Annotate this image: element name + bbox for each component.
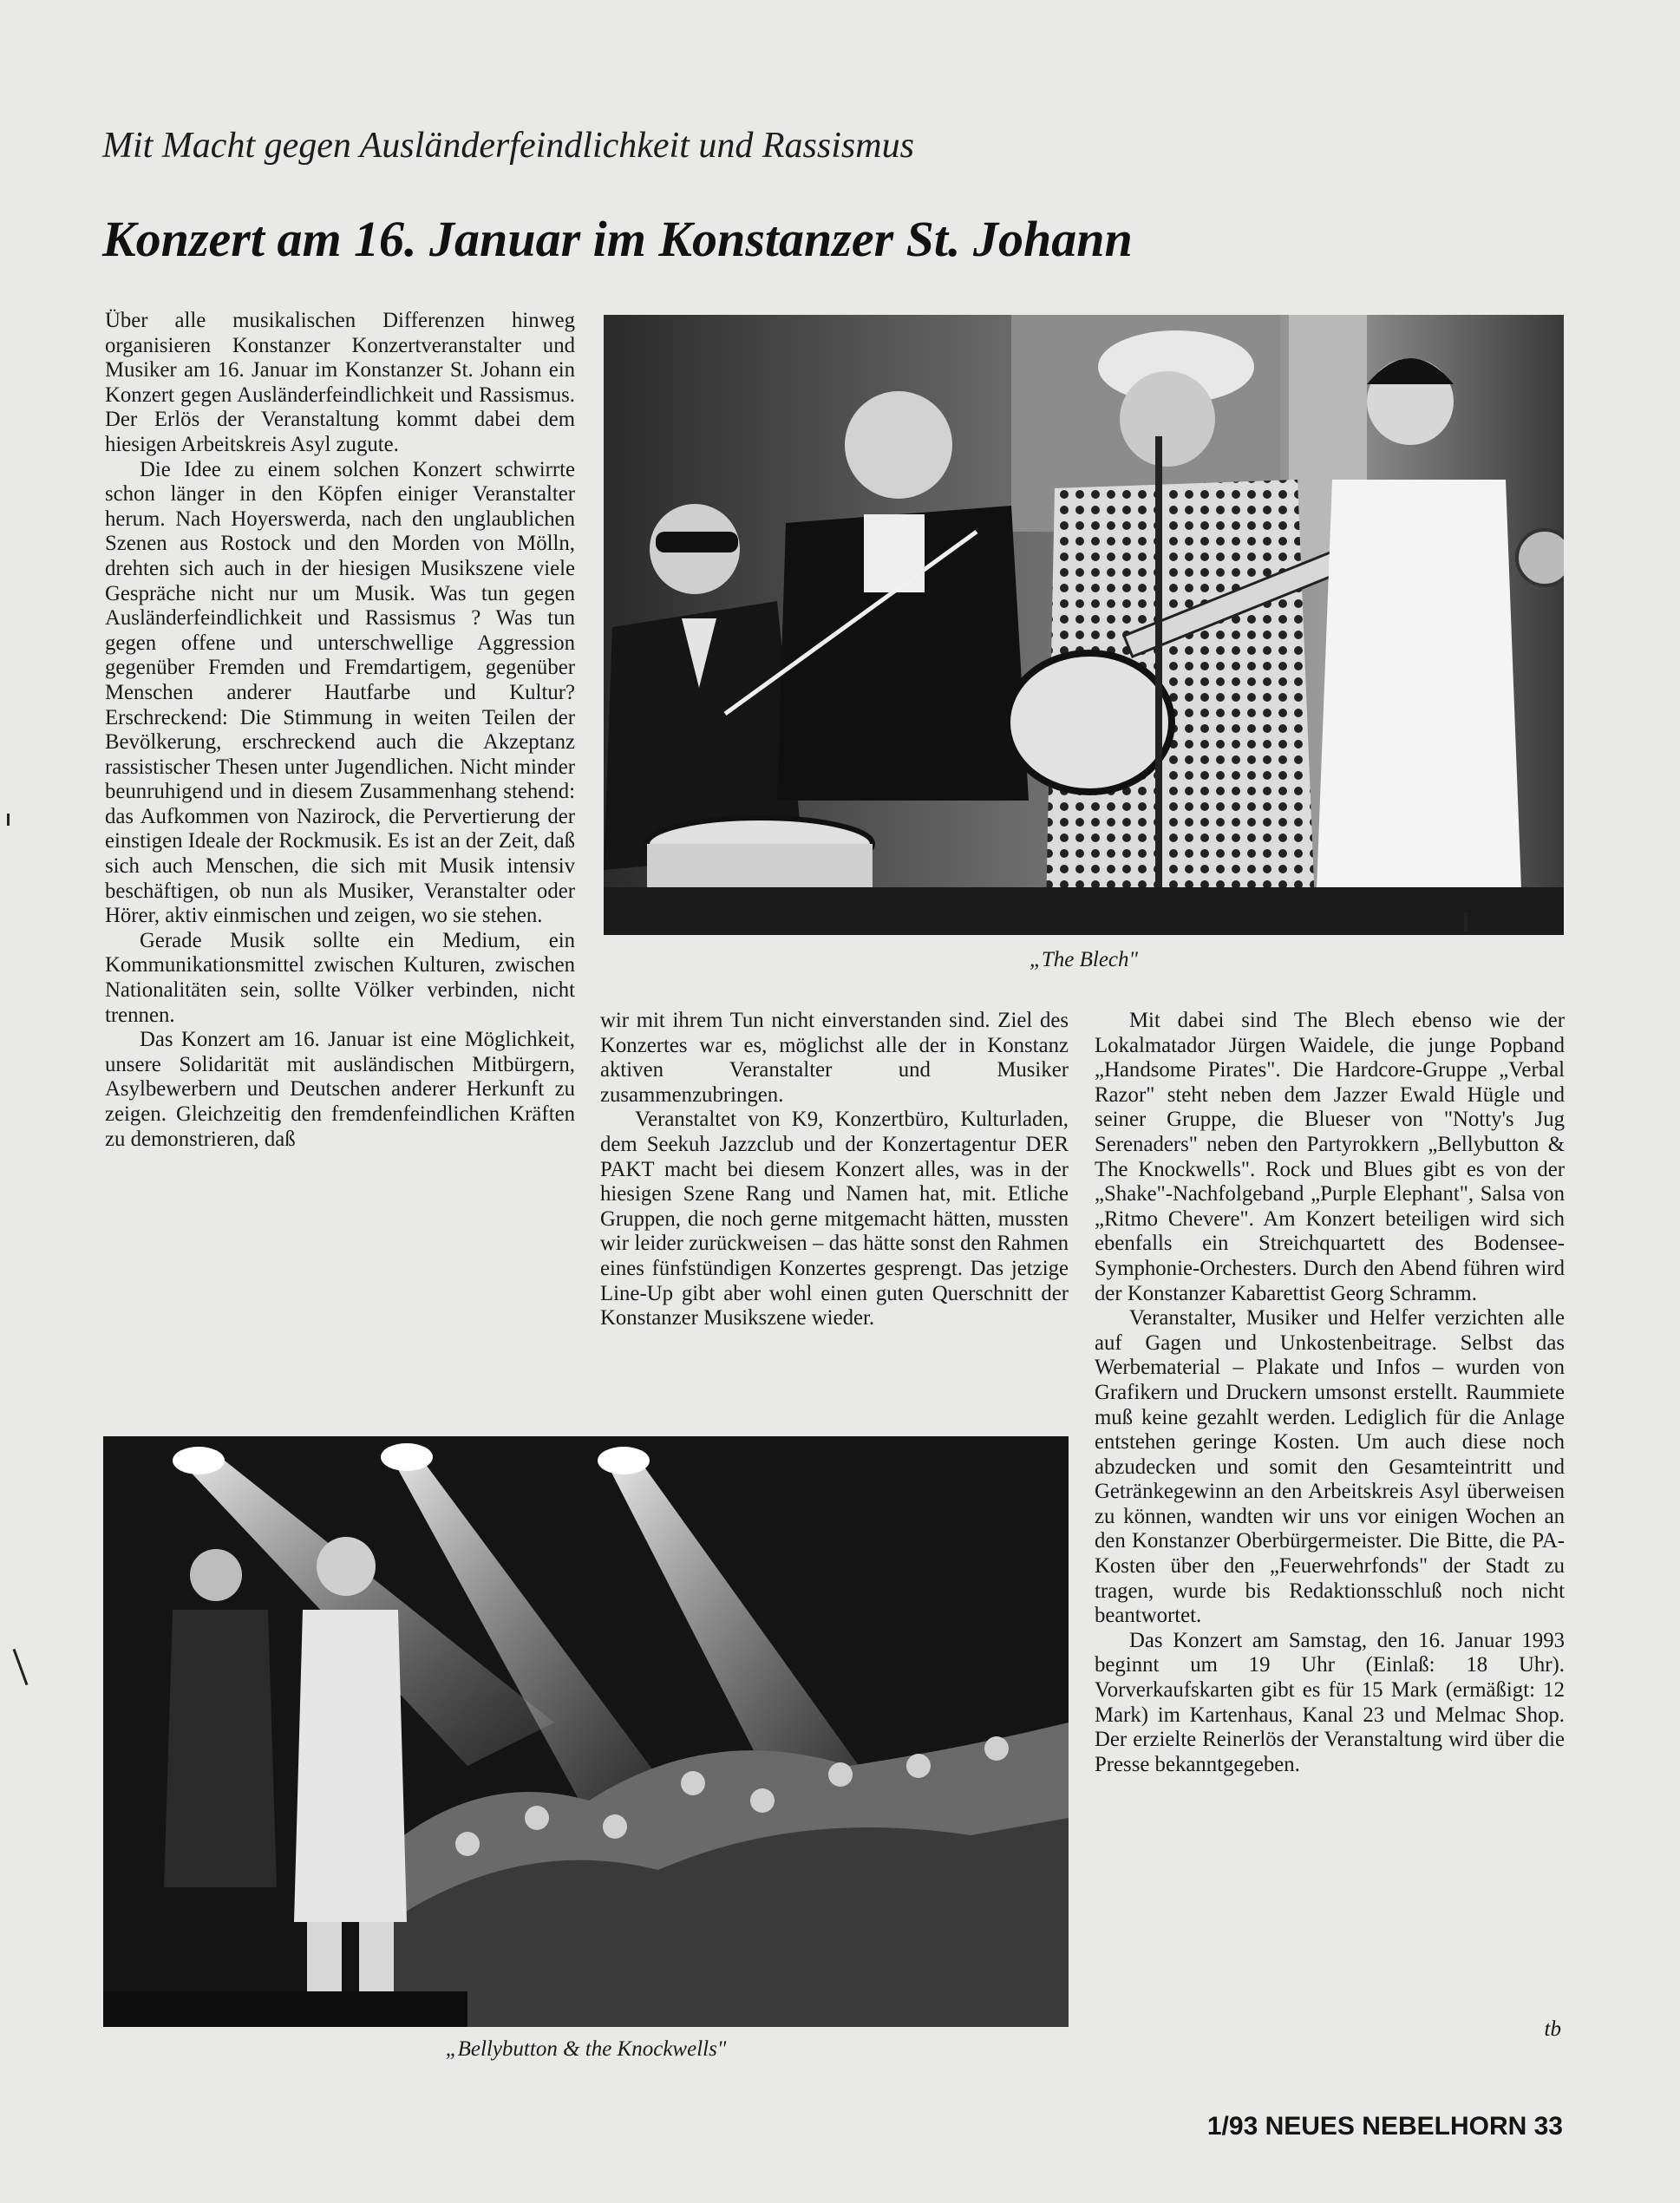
paragraph: Über alle musikalischen Differenzen hinweg organisieren Konstanzer Konzertveranstalter und Musiker am 16. Januar im Konstanzer St. Johann ein Konzert gegen Ausländerfeindlichkeit und Rassismus. Der Erlös der Veranstaltung kommt dabei dem hiesigen Arbeitskreis Asyl zugute. xyxy=(105,309,575,456)
paragraph: Die Idee zu einem solchen Konzert schwirrte schon länger in den Köpfen einiger Veranstalter herum. Nach Hoyerswerda, nach den unglaublichen Szenen aus Rostock und den Morden von Mölln, drehten sich auch in der hiesigen Musikszene viele Gespräche nicht nur um Musik. Was tun gegen Ausländerfeindlichkeit und Rassismus ? Was tun gegen offene und unterschwellige Aggression gegenüber Fremden und Fremdartigem, gegenüber Menschen anderer Hautfarbe und Kultur? Erschreckend: Die Stimmung in weiten Teilen der Bevölkerung, erschreckend auch die Akzeptanz rassistischer Thesen unter Jugendlichen. Nicht minder beunruhigend und in diesem Zusammenhang stehend: das Aufkommen von Nazirock, die Pervertierung der einstigen Ideale der Rockmusik. Es ist an der Zeit, daß sich auch Menschen, die sich mit Musik intensiv beschäftigen, ob nun als Musiker, Veranstalter oder Hörer, aktiv einmischen und zeigen, wo sie stehen. xyxy=(105,457,575,928)
author-signature: tb xyxy=(1544,2017,1561,2041)
photo-the-blech xyxy=(604,315,1564,935)
scan-mark xyxy=(7,814,10,826)
text-column-2 xyxy=(600,1009,1069,1331)
photo-bellybutton-knockwells xyxy=(103,1436,1069,2027)
text-column-3 xyxy=(1095,1009,1565,1777)
paragraph: Mit dabei sind The Blech ebenso wie der Lokalmatador Jürgen Waidele, die junge Popband „Handsome Pirates". Die Hardcore-Gruppe „Verbal Razor" steht neben dem Jazzer Ewald Hügle und seiner Gruppe, die Blueser von "Notty's Jug Serenaders" neben den Partyrokkern „Bellybutton & The Knockwells". Rock und Blues gibt es von der „Shake"-Nachfolgeband „Purple Elephant", Salsa von „Ritmo Chevere". Am Konzert beteiligen wird sich ebenfalls ein Streichquartett des Bodensee-Symphonie-Orchesters. Durch den Abend führen wird der Konstanzer Kabarettist Georg Schramm. xyxy=(1095,1009,1565,1305)
scan-mark xyxy=(1464,912,1468,932)
paragraph: Veranstalter, Musiker und Helfer verzichten alle auf Gagen und Unkostenbeitrage. Selbst das Werbematerial – Plakate und Infos – wurden von Grafikern und Druckern umsonst erstellt. Raummiete muß keine gezahlt werden. Lediglich für die Anlage entstehen geringe Kosten. Um auch diese noch abzudecken und somit den Gesamteintritt und Getränkegewinn an den Arbeitskreis Asyl überweisen zu können, wandten wir uns vor einigen Wochen an den Konstanzer Oberbürgermeister. Die Bitte, die PA-Kosten über den „Feuerwehrfonds" der Stadt zu tragen, wurde bis Redaktionsschluß noch nicht beantwortet. xyxy=(1095,1306,1565,1628)
band-photo-image xyxy=(604,315,1564,935)
scan-mark xyxy=(13,1649,29,1685)
paragraph: Gerade Musik sollte ein Medium, ein Kommunikationsmittel zwischen Kulturen, zwischen Nationalitäten sein, sollte Völker verbinden, nicht trennen. xyxy=(105,928,575,1027)
paragraph: Das Konzert am Samstag, den 16. Januar 1993 beginnt um 19 Uhr (Einlaß: 18 Uhr). Vorverkaufskarten gibt es für 15 Mark (ermäßigt: 12 Mark) im Kartenhaus, Kanal 23 und Melmac Shop. Der erzielte Reinerlös der Veranstaltung wird über die Presse bekanntgegeben. xyxy=(1095,1628,1565,1776)
article-kicker: Mit Macht gegen Ausländerfeindlichkeit und Rassismus xyxy=(102,126,914,166)
article-headline: Konzert am 16. Januar im Konstanzer St. Johann xyxy=(102,211,1133,267)
text-column-1 xyxy=(105,309,575,1152)
paragraph: wir mit ihrem Tun nicht einverstanden sind. Ziel des Konzertes war es, möglichst alle der in Konstanz aktiven Veranstalter und Musiker zusammenzubringen. xyxy=(600,1009,1069,1107)
photo-caption-the-blech: „The Blech" xyxy=(1029,948,1139,971)
paragraph: Veranstaltet von K9, Konzertbüro, Kulturladen, dem Seekuh Jazzclub und der Konzertagentur DER PAKT macht bei diesem Konzert alles, was in der hiesigen Szene Rang und Namen hat, mit. Etliche Gruppen, die noch gerne mitgemacht hätten, mussten wir leider zurückweisen – das hätte sonst den Rahmen eines fünfstündigen Konzertes gesprengt. Das jetzige Line-Up gibt aber wohl einen guten Querschnitt der Konstanzer Musikszene wieder. xyxy=(600,1108,1069,1330)
photo-caption-bellybutton: „Bellybutton & the Knockwells" xyxy=(445,2037,727,2061)
page-footer: 1/93 NEUES NEBELHORN 33 xyxy=(1206,2112,1563,2141)
paragraph: Das Konzert am 16. Januar ist eine Möglichkeit, unsere Solidarität mit ausländischen Mitbürgern, Asylbewerbern und Deutschen anderer Herkunft zu zeigen. Gleichzeitig den fremdenfeindlichen Kräften zu demonstrieren, daß xyxy=(105,1028,575,1151)
concert-photo-image xyxy=(103,1436,1069,2027)
